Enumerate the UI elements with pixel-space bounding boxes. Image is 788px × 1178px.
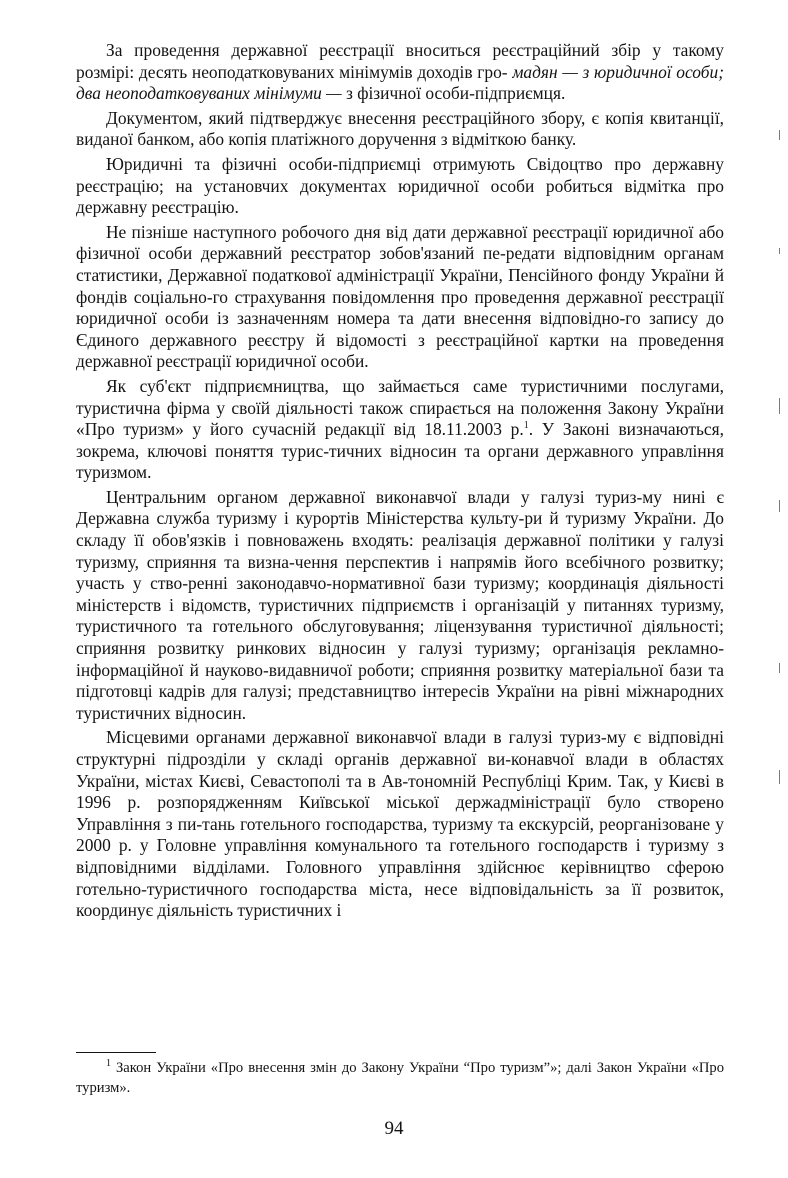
page-body: [76, 40, 724, 925]
margin-scan-mark: [779, 663, 780, 673]
margin-scan-mark: [779, 130, 780, 140]
paragraph-registrar-duty: Не пізніше наступного робочого дня від дати державної реєстрації юридичної або фізичної особи державний реєстратор зобов'язаний пе-редати відповідним органам статистики, Державної податкової адміністрації України, Пенсійного фонду України й фондів соціально-го страхування повідомлення про проведення державної реєстрації юридичної особи із зазначенням номера та дати внесення відповідно-го запису до Єдиного державного реєстру й відомості з реєстраційної картки на проведення державної реєстрації юридичної особи.: [76, 221, 724, 372]
paragraph-registration-fee: [76, 40, 724, 105]
footnote-reference: 1: [523, 420, 529, 432]
paragraph-local-authorities: Місцевими органами державної виконавчої влади в галузі туриз-му є відповідні структурні підрозділи у складі органів державної ви-конавчої влади в областях України, містах Києві, Севастополі та в Ав-тономній Республіці Крим. Так, у Києві в 1996 р. розпорядженням Київської міської держадміністрації було створено Управління з пи-тань готельного господарства, туризму та екскурсій, реорганізоване у 2000 р. у Головне управління комунального та готельного господарств і туризму з відповідними відділами. Головного управління здійснює керівництво сферою готельно-туристичного господарства міста, несе відповідальність за її розвиток, координує діяльність туристичних і: [76, 727, 724, 921]
margin-scan-mark: [779, 248, 780, 254]
paragraph-certificate: Юридичні та фізичні особи-підприємці отримують Свідоцтво про державну реєстрацію; на установчих документах юридичної особи робиться відмітка про державну реєстрацію.: [76, 153, 724, 218]
margin-scan-mark: [779, 500, 780, 512]
paragraph-text: За проведення державної реєстрації вноситься реєстраційний збір у такому розмірі: десять неоподатковуваних мінімумів доходів гро-: [76, 40, 724, 82]
margin-scan-mark: [779, 398, 780, 414]
paragraph-text: з фізичної особи-підприємця.: [341, 83, 566, 104]
paragraph-text: . У Законі визначаються, зокрема, ключові поняття турис-тичних відносин та органи державного управління туризмом.: [76, 419, 724, 483]
paragraph-fee-document: Документом, який підтверджує внесення реєстраційного збору, є копія квитанції, виданої банком, або копія платіжного доручення з відміткою банку.: [76, 107, 724, 150]
footnote-divider: [76, 1052, 156, 1053]
margin-scan-mark: [779, 770, 780, 784]
footnote-text: Закон України «Про внесення змін до Закону України “Про туризм”»; далі Закон України «Про туризм».: [76, 1060, 724, 1096]
paragraph-italic-text: мадян — з юридичної особи; два неоподатковуваних мінімуми —: [76, 61, 724, 104]
paragraph-text: Як суб'єкт підприємництва, що займається саме туристичними послугами, туристична фірма у своїй діяльності також спирається на положення Закону України «Про туризм» у його сучасній редакції від 18.11.2003 р.: [76, 375, 724, 440]
paragraph-central-authority: Центральним органом державної виконавчої влади у галузі туриз-му нині є Державна служба туризму і курортів Міністерства культу-ри й туризму України. До складу її обов'язків і повноважень входять: реалізація державної політики у галузі туризму, сприяння та визна-чення перспектив і напрямів його всебічного розвитку; участь у ство-ренні законодавчо-нормативної бази туризму; координація діяльності міністерств і відомств, туристичних підприємств і організацій у питаннях туризму, туристичного та готельного обслуговування; ліцензування туристичної діяльності; сприяння розвитку ринкових відносин у галузі туризму; організація рекламно-інформаційної й науково-видавничої роботи; сприяння розвитку матеріальної бази та підготовці кадрів для галузі; представництво інтересів України на рівні міжнародних туристичних відносин.: [76, 486, 724, 723]
footnote-marker: 1: [106, 1058, 111, 1070]
footnote: [76, 1058, 724, 1098]
page-number: 94: [384, 1118, 404, 1139]
paragraph-tourism-law: [76, 376, 724, 484]
